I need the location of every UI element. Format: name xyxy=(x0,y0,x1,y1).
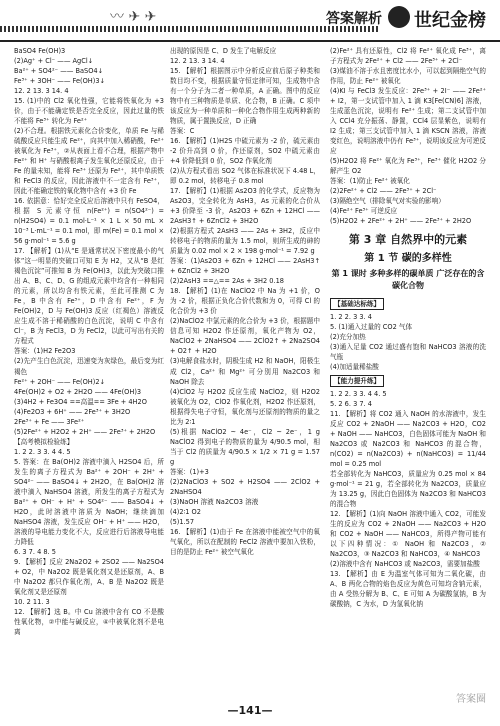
text-line: 12. 2 13. 3 14. 4 xyxy=(14,87,69,96)
text-line: (2)从方程式看出 SO2 气体在标准状况下 4.48 L，即 0.2 mol，转移电子 0.8 mol xyxy=(170,167,320,186)
text-line: 2Fe³⁺ + Fe —— 3Fe²⁺ xyxy=(14,417,85,426)
text-line: 1. 2 2. 3 3. 4 4. 5 xyxy=(14,447,71,456)
section-heading-basic: 【基础达标练】 xyxy=(330,298,384,310)
column-middle xyxy=(170,46,320,557)
text-line: (2)Fe²⁺ 具有还原性，Cl2 将 Fe²⁺ 氧化成 Fe³⁺，离子方程式为 2Fe²⁺ + Cl2 —— 2Fe³⁺ + 2Cl⁻ xyxy=(330,47,486,66)
column-right xyxy=(330,46,486,609)
text-line: (4)2∶1 O2 xyxy=(170,507,201,516)
text-line: 6. 3 7. 4 8. 5 xyxy=(14,547,56,556)
text-line: (4)加适量稀盐酸 xyxy=(330,362,379,371)
text-line: 12. 【解析】(1)向 NaOH 溶液中通入 CO2，可能发生的反应为 CO2 + 2NaOH —— Na2CO3 + H2O 和 CO2 + NaOH —— NaHCO3，所得产物可能有以下四种情况：① NaOH 和 Na2CO3，② Na2CO3，③ Na2CO3 和 NaHCO3，④ NaHCO3 xyxy=(330,509,486,558)
text-line: (3)电解食盐水时，阴极生成 H2 和 NaOH，阳极生成 Cl2，Ca²⁺ 和 Mg²⁺ 可分别用 Na2CO3 和 NaOH 除去 xyxy=(170,357,320,386)
text-line: (2)NaClO2 中氯元素的化合价为 +3 价，根据题中信息可知 H2O2 作还原剂，氧化产物为 O2，NaClO2 + 2NaHSO4 —— 2ClO2↑ + 2Na2SO4 + O2↑ + H2O xyxy=(170,317,320,356)
text-line: 10. 2 11. 3 xyxy=(14,597,50,606)
page-header xyxy=(0,0,500,42)
text-line: 答案：(1)+3 xyxy=(170,467,209,476)
page-number: —141— xyxy=(227,704,273,717)
header-title: 答案解析 xyxy=(326,11,382,27)
text-line: 15. 【解析】根据图示中分析反应前后原子种类和数目均不变，根据质量守恒定律可知，生成物中含有一个分子为二者一种单质，A 正确。图中的反应物中有三种物质是单质、化合物，B 正确。C 项中该反应为一种单质和一种化合物作用生成两种新的物质，属于置换反应，D 正确 xyxy=(170,67,320,126)
text-line: 11. 【解析】将 CO2 通入 NaOH 的水溶液中，发生反应 CO2 + 2NaOH —— Na2CO3 + H2O，CO2 + NaOH —— NaHCO3，白色固体可能为 NaOH 和 Na2CO3 或 Na2CO3 和 NaHCO3 的混合物，n(CO2) = n(Na2CO3) + n(NaHCO3) = 11/44 mol = 0.25 mol xyxy=(330,409,486,468)
text-line: 【高考模拟检验练】 xyxy=(14,437,74,446)
text-line: (2)先产生白色沉淀，迅速变为灰绿色，最后变为红褐色 xyxy=(14,357,164,376)
text-line: (4)Fe²⁺ Fe³⁺ 可逆反应 xyxy=(330,207,398,216)
lesson-title: 第 1 课时 多种多样的碳单质 广泛存在的含碳化合物 xyxy=(331,269,485,291)
text-line: 17. 【解析】(1)根据 As2O3 的化学式，反应物为 As2O3，完全转化为 AsH3，As 元素的化合价从 +3 价降至 -3 价，As2O3 + 6Zn + 12HCl —— 2AsH3↑ + 6ZnCl2 + 3H2O xyxy=(170,187,320,226)
text-line: (2)Ag⁺ + Cl⁻ —— AgCl↓ xyxy=(14,57,94,66)
text-line: (4)KI 与 FeCl3 发生反应：2Fe³⁺ + 2I⁻ —— 2Fe²⁺ + I2，第一支试管中加入 1 滴 K3[Fe(CN)6] 溶液，生成蓝色沉淀，说明有 Fe²⁺ 生成；第二支试管中加入 CCl4 充分振荡、静置，CCl4 层显紫色，说明有 I2 生成；第三支试管中加入 1 滴 KSCN 溶液，溶液变红色，说明溶液中仍有 Fe³⁺，说明该反应为可逆反应 xyxy=(330,87,486,156)
text-line: 5. 2 6. 3 7. 4 xyxy=(330,399,372,408)
text-line: (2)根据方程式 2AsH3 —— 2As + 3H2，反应中转移电子的物质的量为 1.5 mol，则所生成的砷的质量为 0.02 mol × 2 × 198 g·mol⁻¹ = 7.92 g xyxy=(170,227,320,256)
birds-icon: 〰 ✈ ✈ xyxy=(110,9,157,25)
text-line: 1. 2 2. 3 3. 4 4. 5 xyxy=(330,389,387,398)
text-line: (3)通入足量 CO2 通过盛有饱和 NaHCO3 溶液的洗气瓶 xyxy=(330,342,486,361)
text-line: 5. (1)通入过量的 CO2 气体 xyxy=(330,322,413,331)
section-heading-advanced: 【能力提升练】 xyxy=(330,375,384,387)
text-line: (2)2NaClO3 + SO2 + H2SO4 —— 2ClO2 + 2NaHSO4 xyxy=(170,477,320,496)
text-line: 16. 【解析】(1)由于 Fe 在溶液中能被空气中的氧气氧化，所以在配制的 FeCl2 溶液中要加入铁粉，目的是防止 Fe²⁺ 被空气氧化 xyxy=(170,527,320,556)
text-line: 12. 2 13. 3 14. 4 xyxy=(170,57,225,66)
text-line: 4Fe(OH)2 + O2 + 2H2O —— 4Fe(OH)3 xyxy=(14,387,142,396)
chapter-title: 第 3 章 自然界中的元素 xyxy=(348,233,468,247)
logo-icon xyxy=(388,6,410,28)
text-line: 5. 答案：在 Ba(OH)2 溶液中滴入 H2SO4 后，所发生的离子方程式为 Ba²⁺ + 2OH⁻ + 2H⁺ + SO4²⁻ —— BaSO4↓ + 2H2O，在 Ba(OH)2 溶液中滴入 NaHSO4 溶液，所发生的离子方程式为 Ba²⁺ + OH⁻ + H⁺ + SO4²⁻ —— BaSO4↓ + H2O，此时溶液中溶质为 NaOH；继续滴加 NaHSO4 溶液，发生反应 OH⁻ + H⁺ —— H2O，溶液的导电能力变化不大，反应进行后溶液导电能力降低 xyxy=(14,457,164,546)
text-line: Ba²⁺ + SO4²⁻ —— BaSO4↓ xyxy=(14,67,104,76)
column-left xyxy=(14,46,164,637)
text-line: 17. 【解析】(1)从“E 是通常状况下密度最小的气体”这一明显的突破口可知 E 为 H2，又从“B 是红褐色沉淀”可推知 B 为 Fe(OH)3，以此为突破口推出 A、B、C、D、G 的组成元素中均含有一种相同的元素，所以均含有铁元素，至此可推测 C 为 Fe，B 中含有 Fe³⁺，D 中含有 Fe²⁺，F 为 Fe(OH)2，D 与 Fe(OH)3 反应（红褐色）溶液反应生成不溶于稀硝酸的白色沉淀，说明 C 中含有 Cl⁻，B 为 FeCl3，D 为 FeCl2，以此可写出有关的方程式 xyxy=(14,247,164,346)
text-line: (2)充分加热 xyxy=(330,332,366,341)
text-line: (4)Fe2O3 + 6H⁺ —— 2Fe³⁺ + 3H2O xyxy=(14,407,131,416)
text-line: (5)1.57 xyxy=(170,517,195,526)
text-line: (5)H2O2 将 Fe²⁺ 氧化为 Fe³⁺，Fe³⁺ 催化 H2O2 分解产生 O2 xyxy=(330,157,486,176)
text-line: Fe³⁺ + 3OH⁻ —— Fe(OH)3↓ xyxy=(14,77,106,86)
text-line: 16. 依据意：恰好完全反应后溶液中只有 FeSO4，根据 S 元素守恒 n(Fe²⁺) = n(SO4²⁻) = n(H2SO4) = 0.1 mol·L⁻¹ × 1 L × 50 mL × 10⁻³ L·mL⁻¹ = 0.1 mol，即 m(Fe) = 0.1 mol × 56 g·mol⁻¹ = 5.6 g xyxy=(14,197,164,246)
text-line: (3)NaOH 溶液 Na2CO3 溶液 xyxy=(170,497,259,506)
text-line: (5)2Fe²⁺ + H2O2 + 2H⁺ —— 2Fe³⁺ + 2H2O xyxy=(14,427,156,436)
text-line: 答案：(1)防止 Fe²⁺ 被氧化 xyxy=(330,177,410,186)
text-line: (5)H2O2 + 2Fe²⁺ + 2H⁺ —— 2Fe³⁺ + 2H2O xyxy=(330,217,472,226)
text-line: 答案：C xyxy=(170,127,195,136)
text-line: (3)煤油不溶于水且密度比水小，可以起到隔绝空气的作用，防止 Fe²⁺ 被氧化 xyxy=(330,67,486,86)
text-line: 9. 【解析】反应 2Na2O2 + 2SO2 —— Na2SO4 + O2，中 Na2O2 既是氧化剂又是还原剂，A、B 中 Na2O2 都只作氧化剂，A、B 是 Na2O2 既是氧化剂又是还原剂 xyxy=(14,557,164,596)
header-stripe xyxy=(0,26,380,32)
text-line: (3)4H2 + Fe3O4 ==高温== 3Fe + 4H2O xyxy=(14,397,147,406)
text-line: (5)根据 NaClO2 ~ 4e⁻，Cl2 ~ 2e⁻，1 g NaClO2 得到电子的物质的量为 4/90.5 mol，相当于 Cl2 的质量为 4/90.5 × 1/2 × 71 g = 1.57 g xyxy=(170,427,320,466)
text-line: (2)2Fe²⁺ + Cl2 —— 2Fe³⁺ + 2Cl⁻ xyxy=(330,187,437,196)
text-line: (3)隔绝空气（排除氧气对实验的影响） xyxy=(330,197,445,206)
text-line: 16. 【解析】(1)H2S 中硫元素为 -2 价，硫元素由 -2 价升高到 0 价，作还原剂，SO2 中硫元素由 +4 价降低到 0 价，SO2 作氧化剂 xyxy=(170,137,320,166)
text-line: 答案：(1)As2O3 + 6Zn + 12HCl —— 2AsH3↑ + 6ZnCl2 + 3H2O xyxy=(170,257,320,276)
text-line: BaSO4 Fe(OH)3 xyxy=(14,47,66,55)
section-title: 第 1 节 碳的多样性 xyxy=(364,253,452,264)
text-line: 13. 【解析】由 E 为温室气体可知为二氧化碳，由 A、B 两化合物的焰色反应为黄色可知均含钠元素，由 A 受热分解为 B、C、E 可知 A 为碳酸氢钠，B 为碳酸钠，C 为水，D 为氢氧化钠 xyxy=(330,569,486,608)
text-line: 12. 【解析】选 B。中 Cu 溶液中含有 CO 不是酸性氧化物，②中能与碱反应，④中被氧化剂不是电离 xyxy=(14,607,164,636)
text-line: (2)不合理。根据铁元素化合价变化，单质 Fe 与稀硫酸反应只能生成 Fe²⁺，向其中加入稀硝酸，Fe²⁺ 被氧化为 Fe³⁺，②从表面上看不合理，根据产物中 Fe²⁺ 和 H⁺ 与硝酸根离子发生氧化还原反应，由于 Fe 的量未知，能将 Fe³⁺ 还原为 Fe²⁺，其中单质铁和 FeCl3 的反应，因此溶液中不一定含有 Fe³⁺，因此不能确定铁的氧化物中含有 +3 价 Fe xyxy=(14,127,164,196)
text-line: 1. 2 2. 3 3. 4 xyxy=(330,312,372,321)
text-line: 若全部转化为 NaHCO3，质量应为 0.25 mol × 84 g·mol⁻¹ = 21 g，若全部转化为 Na2CO3，质量应为 13.25 g，因此白色固体为 Na2CO3 和 NaHCO3 的混合物 xyxy=(330,469,486,508)
text-line: (2)溶液中含有 NaHCO3 或 Na2CO3，需要加盐酸 xyxy=(330,559,480,568)
brand-name: 世纪金榜 xyxy=(414,10,486,31)
text-line: (2)2AsH3 ==△== 2As + 3H2 0.18 xyxy=(170,277,284,286)
text-line: 18. 【解析】(1)在 NaClO2 中 Na 为 +1 价，O 为 -2 价，根据正负化合价代数和为 0，可得 Cl 的化合价为 +3 价 xyxy=(170,287,320,316)
text-line: 答案：(1)H2 Fe2O3 xyxy=(14,347,76,356)
text-line: Fe²⁺ + 2OH⁻ —— Fe(OH)2↓ xyxy=(14,377,106,386)
text-line: (4)ClO2 与 H2O2 反应生成 NaClO2，则 H2O2 被氧化为 O2，ClO2 作氧化剂，H2O2 作还原剂，根据得失电子守恒，氧化剂与还原剂的物质的量之比为 2∶1 xyxy=(170,387,320,426)
text-line: 15. (1)中的 Cl2 氧化性强，它能将铁氧化为 +3 价，由于不能确定铁是否完全反应，因此过量的铁不能将 Fe³⁺ 转化为 Fe²⁺ xyxy=(14,97,164,126)
text-line: 出现的原因是 C、D 发生了电解反应 xyxy=(170,47,277,55)
watermark: 答案圈 xyxy=(456,694,486,705)
